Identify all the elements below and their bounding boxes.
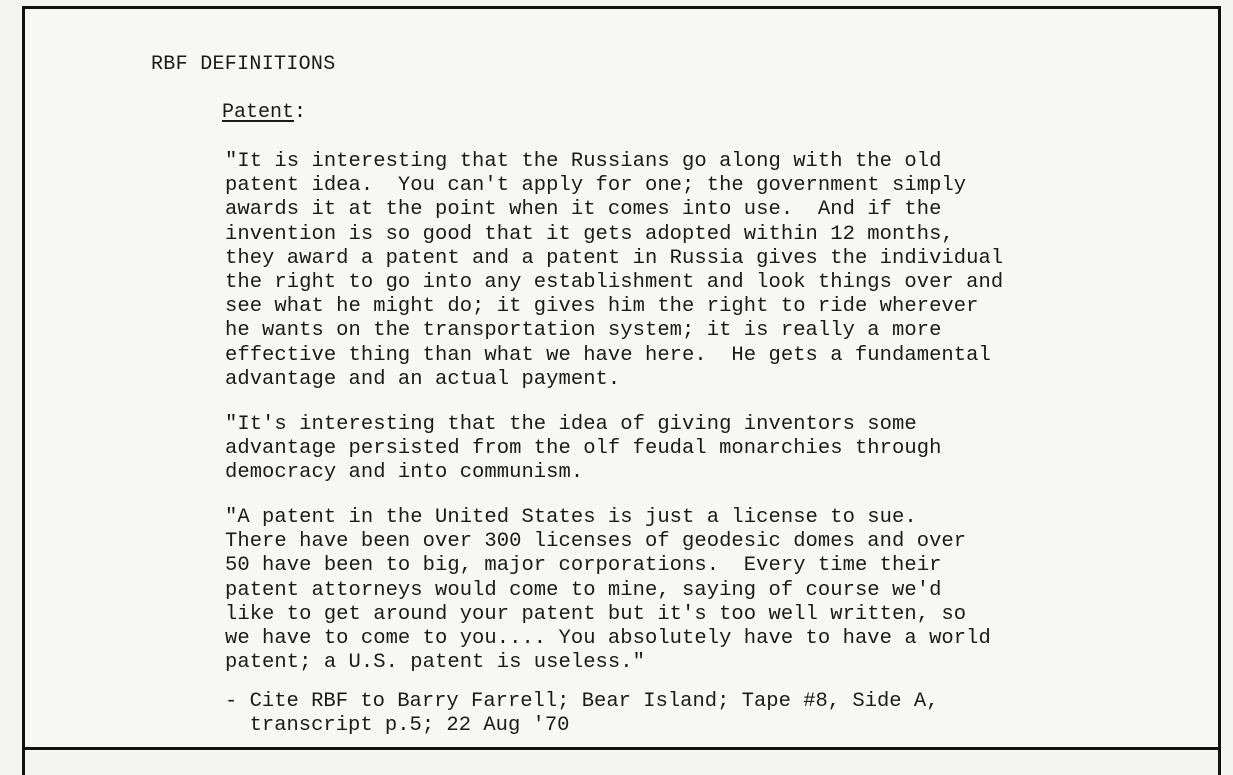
term-heading [222,101,306,124]
definition-card [22,6,1221,750]
citation: - Cite RBF to Barry Farrell; Bear Island; Tape #8, Side A, transcript p.5; 22 Aug '70 [225,690,939,738]
next-card-edge [22,750,1221,775]
quote-paragraph-3: "A patent in the United States is just a license to sue. There have been over 300 licenses of geodesic domes and over 50 have been to big, major corporations. Every time their patent attorneys would come to mine, saying of course we'd like to get around your patent but it's too well written, so we have to come to you.... You absolutely have to have a world patent; a U.S. patent is useless." [225,506,991,675]
quote-paragraph-1: "It is interesting that the Russians go along with the old patent idea. You can't apply for one; the government simply awards it at the point when it comes into use. And if the invention is so good that it gets adopted within 12 months, they award a patent and a patent in Russia gives the individual the right to go into any establishment and look things over and see what he might do; it gives him the right to ride wherever he wants on the transportation system; it is really a more effective thing than what we have here. He gets a fundamental advantage and an actual payment. [225,150,1004,391]
quote-paragraph-2: "It's interesting that the idea of giving inventors some advantage persisted from the olf feudal monarchies through democracy and into communism. [225,413,942,485]
page-title: RBF DEFINITIONS [151,53,336,76]
term-word: Patent [222,101,295,124]
term-suffix: : [294,101,307,124]
